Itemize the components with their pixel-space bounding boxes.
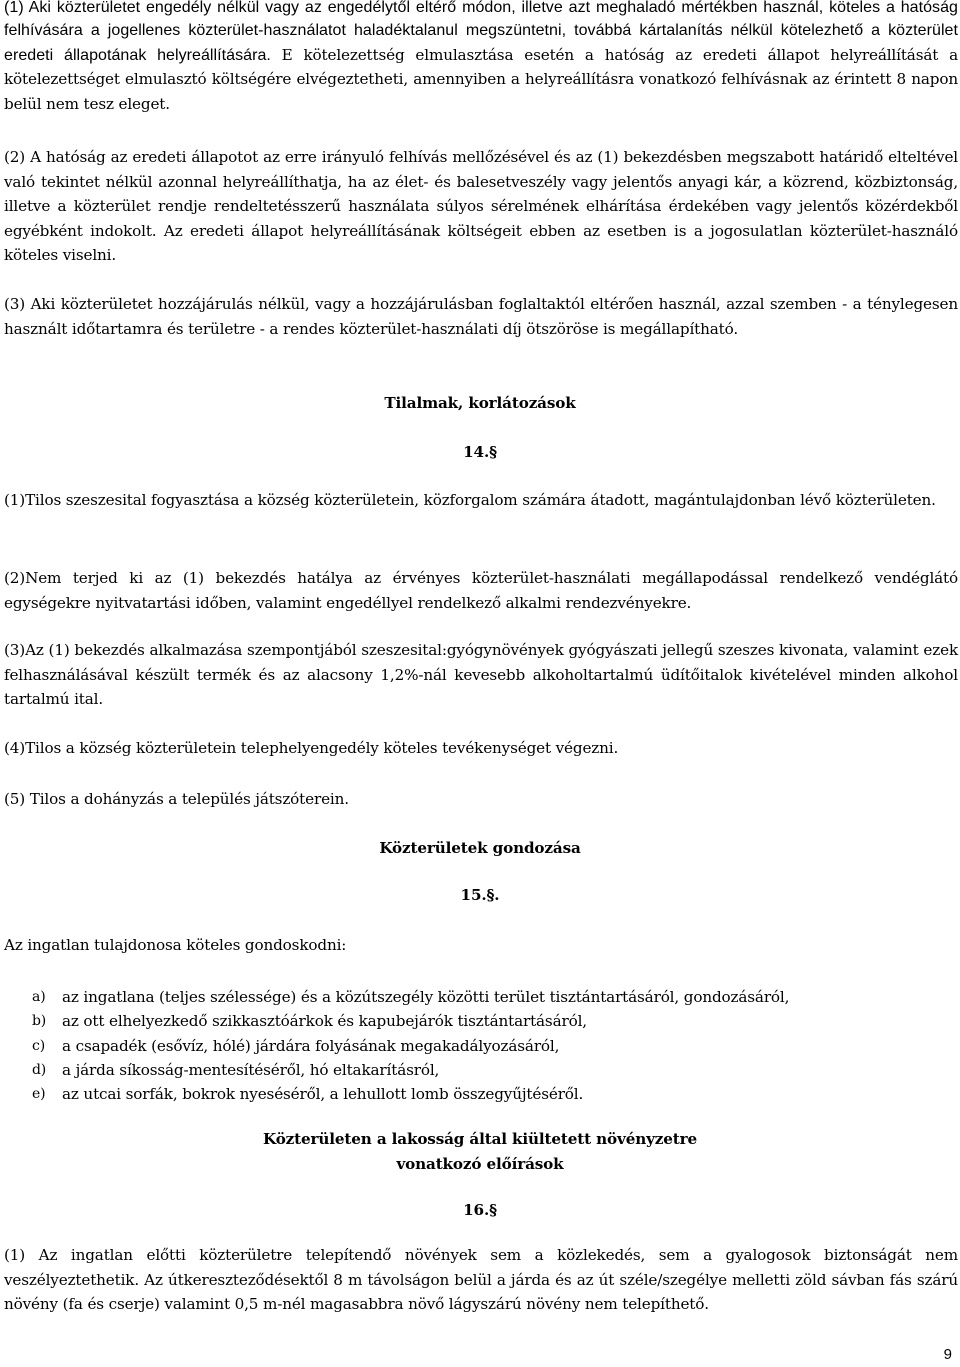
section-heading-plants-line-2: vonatkozó előírások: [396, 1155, 564, 1173]
section-number-16: 16.§: [463, 1201, 497, 1219]
paragraph-14-1: (1)Tilos szeszesital fogyasztása a község közterületein, közforgalom számára átadott, magántulajdonban lévő közterületen.: [4, 491, 936, 509]
paragraph-1-text: (1) Aki közterületet engedély nélkül vagy az engedélytől eltérő módon, illetve azt meghaladó mértékben használ, köteles a hatóság felhívására a jogellenes közterület-használatot haladéktalanul megszüntetni, továbbá kártalanítás nélkül kötelezhető a közterület eredeti állapotának helyreállítására.: [4, 0, 958, 64]
list-item: [4, 985, 958, 1009]
paragraph-14-4: (4)Tilos a község közterületein telephelyengedély köteles tevékenységet végezni.: [4, 739, 619, 757]
paragraph-16-1: (1) Az ingatlan előtti közterületre telepítendő növények sem a közlekedés, sem a gyalogosok biztonságát nem veszélyeztethetik. Az útkereszteződésektől 8 m távolságon belül a járda és az út széle/szegélye melletti zöld sávban fás szárú növény (fa és cserje) valamint 0,5 m-nél magasabbra növő lágyszárú növény nem telepíthető.: [4, 1246, 958, 1313]
paragraph-1-continuation: E kötelezettség elmulasztása esetén a hatóság az eredeti állapot helyreállítását a kötelezettséget elmulasztó költségére elvégeztetheti, amennyiben a helyreállításra vonatkozó felhívásnak az érintett 8 napon belül nem tesz eleget.: [4, 45, 959, 114]
obligations-list: [4, 985, 958, 1106]
list-marker: c): [32, 1037, 46, 1054]
section-heading-restrictions: Tilalmak, korlátozások: [384, 394, 576, 412]
section-number-15: 15.§.: [460, 886, 500, 904]
list-item-text: az utcai sorfák, bokrok nyeséséről, a lehullott lomb összegyűjtéséről.: [62, 1085, 584, 1104]
list-item: [4, 1082, 958, 1106]
paragraph-14-2: (2)Nem terjed ki az (1) bekezdés hatálya az érvényes közterület-használati megállapodással rendelkező vendéglátó egységekre nyitvatartási időben, valamint engedéllyel rendelkező alkalmi rendezvényekre.: [4, 569, 958, 612]
list-item: [4, 1058, 958, 1082]
paragraph-14-5: (5) Tilos a dohányzás a település játszóterein.: [4, 790, 349, 808]
paragraph-1: [4, 0, 958, 117]
list-marker: e): [32, 1086, 46, 1103]
list-item-text: a csapadék (esővíz, hólé) járdára folyásának megakadályozásáról,: [62, 1036, 560, 1055]
list-item-text: az ingatlana (teljes szélessége) és a közútszegély közötti terület tisztántartásáról, gondozásáról,: [62, 988, 790, 1006]
paragraph-3: (3) Aki közterületet hozzájárulás nélkül, vagy a hozzájárulásban foglaltaktól eltérően használ, azzal szemben - a ténylegesen használt időtartamra és területre - a rendes közterület-használati díj ötszöröse is megállapítható.: [4, 295, 958, 338]
page-number: 9: [943, 1346, 952, 1363]
paragraph-2: (2) A hatóság az eredeti állapotot az erre irányuló felhívás mellőzésével és az (1) bekezdésben megszabott határidő elteltével való tekintet nélkül azonnal helyreállíthatja, ha az élet- és balesetveszély vagy jelentős anyagi kár, a közrend, közbiztonság, illetve a közterület rendje rendeltetésszerű használata súlyos sérelmének elhárítása érdekében vagy jelentős közérdekből egyébként indokolt. Az eredeti állapot helyreállításának költségeit ebben az esetben is a jogosulatlan közterület-használó köteles viselni.: [4, 148, 958, 264]
paragraph-15-intro: Az ingatlan tulajdonosa köteles gondoskodni:: [4, 936, 347, 954]
list-item-text: az ott elhelyezkedő szikkasztóárkok és kapubejárók tisztántartásáról,: [62, 1012, 587, 1031]
section-number-14: 14.§: [463, 443, 497, 461]
list-marker: a): [32, 989, 46, 1005]
list-item: [4, 1009, 958, 1033]
list-item-text: a járda síkosság-mentesítéséről, hó eltakarításról,: [62, 1060, 440, 1079]
list-item: [4, 1034, 958, 1058]
list-marker: b): [32, 1013, 47, 1030]
section-heading-plants-line-1: Közterületen a lakosság által kiültetett növényzetre: [262, 1130, 698, 1148]
section-heading-maintenance: Közterületek gondozása: [379, 839, 581, 857]
list-marker: d): [32, 1061, 47, 1078]
paragraph-14-3: (3)Az (1) bekezdés alkalmazása szempontjából szeszesital:gyógynövények gyógyászati jellegű szeszes kivonata, valamint ezek felhasználásával készült termék és az alacsony 1,2%-nál kevesebb alkoholtartalmú üdítőitalok kivételével minden alkohol tartalmú ital.: [4, 641, 958, 708]
